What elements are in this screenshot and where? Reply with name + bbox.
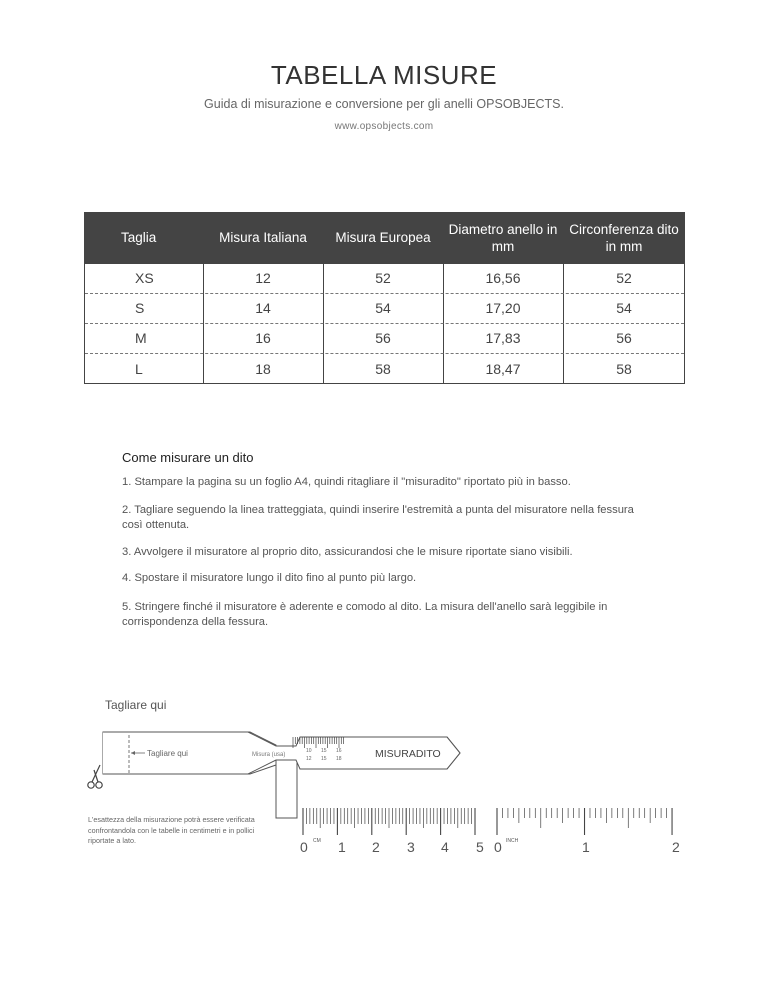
instruction-step: 3. Avvolgere il misuratore al proprio dito, assicurandosi che le misure riportate siano visibili. [122, 546, 573, 558]
table-cell: XS [135, 270, 154, 287]
table-row [85, 324, 684, 354]
table-row [85, 294, 684, 324]
header-cell-circonferenza: Circonferenza dito in mm [569, 221, 679, 254]
header-cell-taglia: Taglia [121, 230, 157, 246]
instruction-step: 4. Spostare il misuratore lungo il dito fino al punto più largo. [122, 572, 417, 584]
sizer-title: MISURADITO [375, 748, 441, 760]
inch-label: 1 [582, 839, 590, 855]
table-cell: 52 [375, 270, 391, 287]
table-cell: 56 [375, 330, 391, 347]
accuracy-note: L'esattezza della misurazione potrà essere verificata confrontandola con le tabelle in centimetri e in pollici riportate a lato. [88, 815, 255, 845]
inch-ruler-ticks [497, 808, 672, 835]
table-cell: 56 [616, 330, 632, 347]
header-cell-misura-europea: Misura Europea [335, 230, 431, 246]
page-subtitle: Guida di misurazione e conversione per gli anelli OPSOBJECTS. [204, 97, 564, 111]
header-cell-diametro: Diametro anello in mm [448, 221, 558, 254]
cm-label: 0 [300, 839, 308, 855]
website-link[interactable]: www.opsobjects.com [334, 121, 434, 132]
scale-mark: 15 [321, 756, 327, 762]
cm-label: 3 [407, 839, 415, 855]
cm-label: 2 [372, 839, 380, 855]
header-cell-misura-italiana: Misura Italiana [219, 230, 307, 246]
table-cell: 16 [255, 330, 271, 347]
scissors-icon [88, 765, 102, 788]
table-cell: 18 [255, 360, 271, 377]
cut-here-label: Tagliare qui [105, 698, 167, 712]
instruction-step: 1. Stampare la pagina su un foglio A4, quindi ritagliare il "misuradito" riportato più in basso. [122, 476, 571, 488]
size-label: Misura (usa) [252, 752, 286, 758]
table-cell: 58 [616, 360, 632, 377]
page-title: TABELLA MISURE [270, 60, 498, 90]
table-cell: 18,47 [485, 360, 521, 377]
instruction-step: 5. Stringere finché il misuratore è aderente e comodo al dito. La misura dell'anello sarà leggibile in corrispondenza della fessura. [122, 601, 608, 628]
table-cell: 12 [255, 270, 271, 287]
cm-ruler-ticks [303, 808, 475, 835]
inner-cut-label: Tagliare qui [147, 749, 188, 758]
table-cell: 17,83 [485, 330, 521, 347]
table-row [85, 264, 684, 294]
cm-label: 5 [476, 839, 484, 855]
size-table [84, 212, 685, 384]
table-cell: 14 [255, 300, 271, 317]
table-cell: M [135, 330, 147, 347]
table-cell: 16,56 [485, 270, 521, 287]
scale-mark: 10 [306, 748, 312, 754]
table-cell: 58 [375, 360, 391, 377]
inch-label: 2 [672, 839, 680, 855]
table-cell: 54 [616, 300, 632, 317]
table-cell: S [135, 300, 145, 317]
inch-unit: INCH [506, 838, 519, 844]
scale-mark: 15 [321, 748, 327, 754]
cm-label: 4 [441, 839, 449, 855]
cm-unit: CM [313, 838, 321, 844]
table-cell: 17,20 [485, 300, 521, 317]
cm-label: 1 [338, 839, 346, 855]
inch-label: 0 [494, 839, 502, 855]
instructions-title: Come misurare un dito [122, 450, 254, 465]
table-header [85, 213, 684, 264]
scale-mark: 18 [336, 756, 342, 762]
instruction-step: 2. Tagliare seguendo la linea tratteggiata, quindi inserire l'estremità a punta del misuratore nella fessura così ottenuta. [122, 504, 634, 531]
scale-mark: 16 [336, 748, 342, 754]
table-cell: 54 [375, 300, 391, 317]
table-row [85, 354, 684, 384]
table-cell: L [135, 360, 143, 377]
scale-mark: 12 [306, 756, 312, 762]
table-cell: 52 [616, 270, 632, 287]
